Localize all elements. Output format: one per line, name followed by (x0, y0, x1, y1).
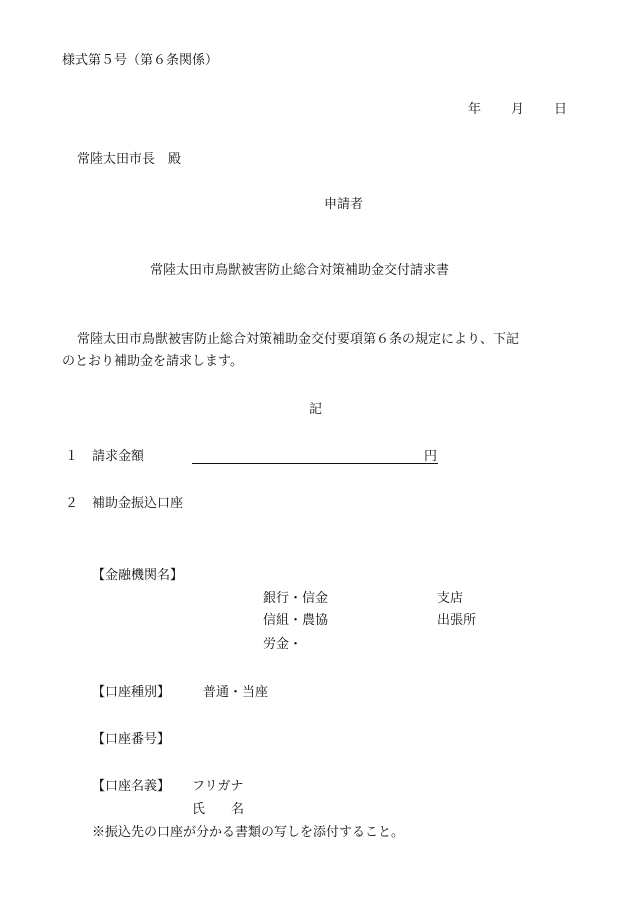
item2-label: 補助金振込口座 (92, 496, 184, 511)
account-name-furigana: フリガナ (192, 779, 244, 794)
ki-heading: 記 (309, 402, 323, 417)
body-line-2: のとおり補助金を請求します。 (62, 354, 243, 369)
bank-branch2: 出張所 (437, 613, 477, 628)
item2-number: ２ (65, 496, 79, 511)
date-month: 月 (511, 102, 525, 117)
date-day: 日 (554, 102, 568, 117)
item1-number: １ (65, 449, 79, 464)
addressee: 常陸太田市長 殿 (77, 152, 182, 167)
attachment-note: ※振込先の口座が分かる書類の写しを添付すること。 (92, 825, 405, 840)
body-line-1: 常陸太田市鳥獣被害防止総合対策補助金交付要項第６条の規定により、下記 (77, 332, 520, 347)
bank-branch1: 支店 (437, 591, 464, 606)
form-number: 様式第５号（第６条関係） (62, 53, 219, 68)
account-number-heading: 【口座番号】 (92, 732, 171, 747)
bank-type-line2: 信組・農協 (263, 613, 329, 628)
bank-type-line1: 銀行・信金 (263, 591, 329, 606)
bank-heading: 【金融機関名】 (92, 568, 184, 583)
document-title: 常陸太田市鳥獣被害防止総合対策補助金交付請求書 (150, 263, 450, 278)
applicant-label: 申請者 (324, 197, 364, 212)
account-type-heading: 【口座種別】 (92, 685, 171, 700)
date-year: 年 (468, 102, 482, 117)
item1-unit: 円 (424, 449, 438, 464)
bank-type-line3: 労金・ (263, 637, 303, 652)
account-name-heading: 【口座名義】 (92, 779, 171, 794)
account-name-name: 氏 名 (192, 802, 245, 817)
amount-underline (192, 463, 438, 464)
item1-label: 請求金額 (92, 449, 145, 464)
account-type-value: 普通・当座 (203, 685, 269, 700)
